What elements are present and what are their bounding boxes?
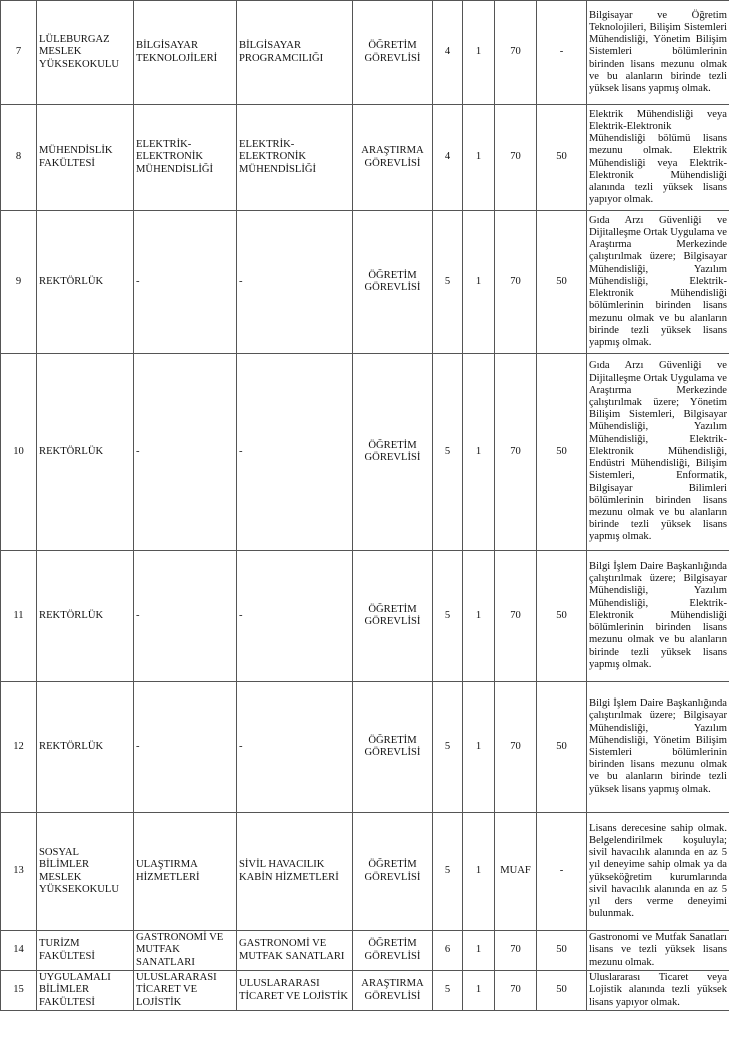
row-number: 7: [1, 1, 37, 105]
requirements: [587, 1, 729, 105]
position-count: 1: [463, 354, 495, 551]
position-count: 1: [463, 211, 495, 354]
position-count: 1: [463, 813, 495, 931]
degree: 5: [433, 682, 463, 813]
requirements-text: Bilgi İşlem Daire Başkanlığında çalıştırılmak üzere; Bilgisayar Mühendisliği, Yazılım Mühendisliği, Elektrik-Elektronik Mühendisliği bölümlerinin birinden lisans mezunu olmak ve bu alanların birinde tezli yüksek lisans yapmış olmak.: [589, 561, 727, 670]
table-row: [1, 813, 729, 931]
language-score: -: [537, 813, 587, 931]
program-name: ELEKTRİK-ELEKTRONİK MÜHENDİSLİĞİ: [237, 105, 353, 211]
row-number: 12: [1, 682, 37, 813]
requirements-text: Elektrik Mühendisliği veya Elektrik-Elektronik Mühendisliği bölümü lisans mezunu olmak. Elektrik Mühendisliği veya Elektrik-Elektronik Mühendisliği alanında tezli yüksek lisans yapıyor olmak.: [589, 108, 727, 206]
language-score: 50: [537, 971, 587, 1011]
table-row: [1, 682, 729, 813]
ales-score: 70: [495, 551, 537, 682]
position-title: ÖĞRETİM GÖREVLİSİ: [353, 551, 433, 682]
requirements: [587, 211, 729, 354]
program-name: BİLGİSAYAR PROGRAMCILIĞI: [237, 1, 353, 105]
requirements-text: Gastronomi ve Mutfak Sanatları lisans ve tezli yüksek lisans mezunu olmak.: [589, 932, 727, 968]
row-number: 11: [1, 551, 37, 682]
requirements-text: Lisans derecesine sahip olmak. Belgelendirilmek koşuluyla; sivil havacılık alanında en az 5 yıl deneyime sahip olmak ya da yükseköğretim kurumlarında sivil havacılık alanında en az 5 yıl ders verme deneyimi bulunmak.: [589, 822, 727, 920]
department-name: ULAŞTIRMA HİZMETLERİ: [134, 813, 237, 931]
row-number: 9: [1, 211, 37, 354]
degree: 4: [433, 1, 463, 105]
degree: 5: [433, 354, 463, 551]
language-score: -: [537, 1, 587, 105]
requirements: [587, 971, 729, 1011]
table-row: [1, 354, 729, 551]
position-count: 1: [463, 1, 495, 105]
language-score: 50: [537, 354, 587, 551]
unit-name: SOSYAL BİLİMLER MESLEK YÜKSEKOKULU: [37, 813, 134, 931]
unit-name: REKTÖRLÜK: [37, 682, 134, 813]
program-name: -: [237, 211, 353, 354]
program-name: -: [237, 682, 353, 813]
requirements: [587, 813, 729, 931]
position-count: 1: [463, 971, 495, 1011]
position-title: ÖĞRETİM GÖREVLİSİ: [353, 211, 433, 354]
department-name: -: [134, 211, 237, 354]
department-name: ELEKTRİK-ELEKTRONİK MÜHENDİSLİĞİ: [134, 105, 237, 211]
program-name: GASTRONOMİ VE MUTFAK SANATLARI: [237, 931, 353, 971]
ales-score: 70: [495, 971, 537, 1011]
degree: 4: [433, 105, 463, 211]
position-title: ÖĞRETİM GÖREVLİSİ: [353, 1, 433, 105]
position-title: ÖĞRETİM GÖREVLİSİ: [353, 354, 433, 551]
row-number: 10: [1, 354, 37, 551]
department-name: BİLGİSAYAR TEKNOLOJİLERİ: [134, 1, 237, 105]
position-title: ÖĞRETİM GÖREVLİSİ: [353, 813, 433, 931]
degree: 5: [433, 551, 463, 682]
language-score: 50: [537, 682, 587, 813]
program-name: SİVİL HAVACILIK KABİN HİZMETLERİ: [237, 813, 353, 931]
position-count: 1: [463, 105, 495, 211]
degree: 5: [433, 971, 463, 1011]
degree: 5: [433, 211, 463, 354]
language-score: 50: [537, 105, 587, 211]
row-number: 8: [1, 105, 37, 211]
department-name: -: [134, 354, 237, 551]
table-row: [1, 971, 729, 1011]
position-title: ÖĞRETİM GÖREVLİSİ: [353, 931, 433, 971]
row-number: 14: [1, 931, 37, 971]
ales-score: 70: [495, 354, 537, 551]
unit-name: REKTÖRLÜK: [37, 354, 134, 551]
row-number: 15: [1, 971, 37, 1011]
unit-name: REKTÖRLÜK: [37, 551, 134, 682]
position-count: 1: [463, 682, 495, 813]
position-count: 1: [463, 931, 495, 971]
ales-score: 70: [495, 1, 537, 105]
requirements-text: Bilgisayar ve Öğretim Teknolojileri, Bilişim Sistemleri Mühendisliği, Yönetim Bilişim Sistemleri bölümlerinin birinden lisans mezunu olmak ve bu alanların birinde tezli yüksek lisans yapmış olmak.: [589, 9, 727, 94]
degree: 5: [433, 813, 463, 931]
table-row: [1, 931, 729, 971]
program-name: -: [237, 354, 353, 551]
department-name: GASTRONOMİ VE MUTFAK SANATLARI: [134, 931, 237, 971]
department-name: -: [134, 682, 237, 813]
row-number: 13: [1, 813, 37, 931]
requirements: [587, 354, 729, 551]
requirements-text: Gıda Arzı Güvenliği ve Dijitalleşme Ortak Uygulama ve Araştırma Merkezinde çalıştırılmak üzere; Yönetim Bilişim Sistemleri, Bilgisayar Mühendisliği, Yazılım Mühendisliği, Elektrik-Elektronik Mühendisliği, Endüstri Mühendisliği, Bilişim Sistemleri, Enformatik, Bilgisayar Bilimleri bölümlerinin birinden lisans mezunu olmak ve bu alanların birinde tezli yüksek lisans yapmış olmak.: [589, 360, 727, 543]
language-score: 50: [537, 551, 587, 682]
position-title: ARAŞTIRMA GÖREVLİSİ: [353, 105, 433, 211]
requirements-text: Bilgi İşlem Daire Başkanlığında çalıştırılmak üzere; Bilgisayar Mühendisliği, Yazılım Mühendisliği, Yönetim Bilişim Sistemleri bölümlerinin birinden lisans mezunu olmak ve bu alanların birinde tezli yüksek lisans yapmış olmak.: [589, 698, 727, 795]
department-name: ULUSLARARASI TİCARET VE LOJİSTİK: [134, 971, 237, 1011]
position-count: 1: [463, 551, 495, 682]
requirements: [587, 931, 729, 971]
table-row: [1, 1, 729, 105]
table-row: [1, 211, 729, 354]
unit-name: LÜLEBURGAZ MESLEK YÜKSEKOKULU: [37, 1, 134, 105]
position-title: ÖĞRETİM GÖREVLİSİ: [353, 682, 433, 813]
ales-score: 70: [495, 931, 537, 971]
ales-score: MUAF: [495, 813, 537, 931]
language-score: 50: [537, 211, 587, 354]
degree: 6: [433, 931, 463, 971]
requirements: [587, 551, 729, 682]
unit-name: MÜHENDİSLİK FAKÜLTESİ: [37, 105, 134, 211]
department-name: -: [134, 551, 237, 682]
ales-score: 70: [495, 105, 537, 211]
ales-score: 70: [495, 211, 537, 354]
unit-name: REKTÖRLÜK: [37, 211, 134, 354]
requirements: [587, 682, 729, 813]
requirements: [587, 105, 729, 211]
table-row: [1, 105, 729, 211]
unit-name: UYGULAMALI BİLİMLER FAKÜLTESİ: [37, 971, 134, 1011]
position-title: ARAŞTIRMA GÖREVLİSİ: [353, 971, 433, 1011]
unit-name: TURİZM FAKÜLTESİ: [37, 931, 134, 971]
table-row: [1, 551, 729, 682]
language-score: 50: [537, 931, 587, 971]
requirements-text: Uluslararası Ticaret veya Lojistik alanında tezli yüksek lisans yapıyor olmak.: [589, 972, 727, 1008]
ales-score: 70: [495, 682, 537, 813]
program-name: -: [237, 551, 353, 682]
program-name: ULUSLARARASI TİCARET VE LOJİSTİK: [237, 971, 353, 1011]
requirements-text: Gıda Arzı Güvenliği ve Dijitalleşme Ortak Uygulama ve Araştırma Merkezinde çalıştırılmak üzere; Bilgisayar Mühendisliği, Yazılım Mühendisliği, Elektrik-Elektronik Mühendisliği bölümlerinin birinden lisans mezunu olmak ve bu alanların birinde tezli yüksek lisans yapmış olmak.: [589, 214, 727, 348]
